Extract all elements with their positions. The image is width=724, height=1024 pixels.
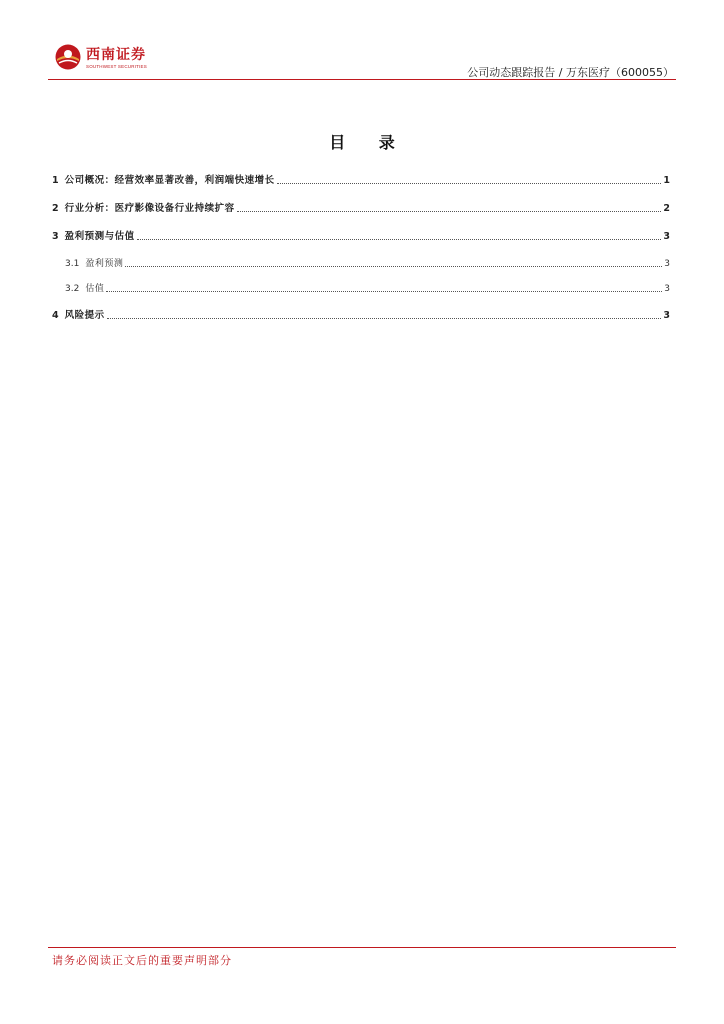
toc-dot-leader xyxy=(277,183,662,184)
toc-entry-2[interactable] xyxy=(52,200,670,214)
toc-dot-leader xyxy=(237,211,662,212)
toc-dot-leader xyxy=(125,266,662,267)
toc-entry-number: 3.2 xyxy=(65,284,80,294)
footer-divider xyxy=(48,947,676,948)
toc-entry-page: 3 xyxy=(664,284,670,294)
toc-entry-3-1[interactable] xyxy=(65,256,670,269)
toc-title: 目 录 xyxy=(329,133,409,152)
company-logo xyxy=(55,44,165,74)
toc-dot-leader xyxy=(107,318,662,319)
toc-entry-text: 估值 xyxy=(85,284,105,294)
toc-entry-4[interactable] xyxy=(52,307,670,321)
toc-entry-page: 3 xyxy=(664,259,670,269)
toc-entry-text: 盈利预测与估值 xyxy=(64,231,135,242)
toc-entry-text: 风险提示 xyxy=(64,310,105,321)
toc-entry-number: 3 xyxy=(52,231,59,242)
toc-entry-number: 1 xyxy=(52,175,59,186)
toc-entry-page: 3 xyxy=(663,310,670,321)
toc-entry-page: 1 xyxy=(663,175,670,186)
toc-entry-3[interactable] xyxy=(52,228,670,242)
toc-entry-page: 2 xyxy=(663,203,670,214)
toc-dot-leader xyxy=(137,239,662,240)
toc-dot-leader xyxy=(106,291,662,292)
toc-entry-number: 3.1 xyxy=(65,259,80,269)
toc-entry-page: 3 xyxy=(663,231,670,242)
header-divider xyxy=(48,79,676,80)
toc-entry-text: 行业分析：医疗影像设备行业持续扩容 xyxy=(64,203,235,214)
logo-english-name: SOUTHWEST SECURITIES xyxy=(86,64,147,69)
toc-entry-number: 4 xyxy=(52,310,59,321)
report-info: 公司动态跟踪报告 / 万东医疗（600055） xyxy=(467,66,674,79)
toc-entry-3-2[interactable] xyxy=(65,281,670,294)
toc-entry-text: 盈利预测 xyxy=(85,259,124,269)
footer-disclaimer-notice: 请务必阅读正文后的重要声明部分 xyxy=(52,954,232,967)
toc-entry-1[interactable] xyxy=(52,172,670,186)
toc-entry-text: 公司概况：经营效率显著改善，利润端快速增长 xyxy=(64,175,275,186)
logo-chinese-name: 西南证券 xyxy=(86,47,146,63)
toc-entry-number: 2 xyxy=(52,203,59,214)
southwest-securities-logo-icon xyxy=(55,44,81,70)
